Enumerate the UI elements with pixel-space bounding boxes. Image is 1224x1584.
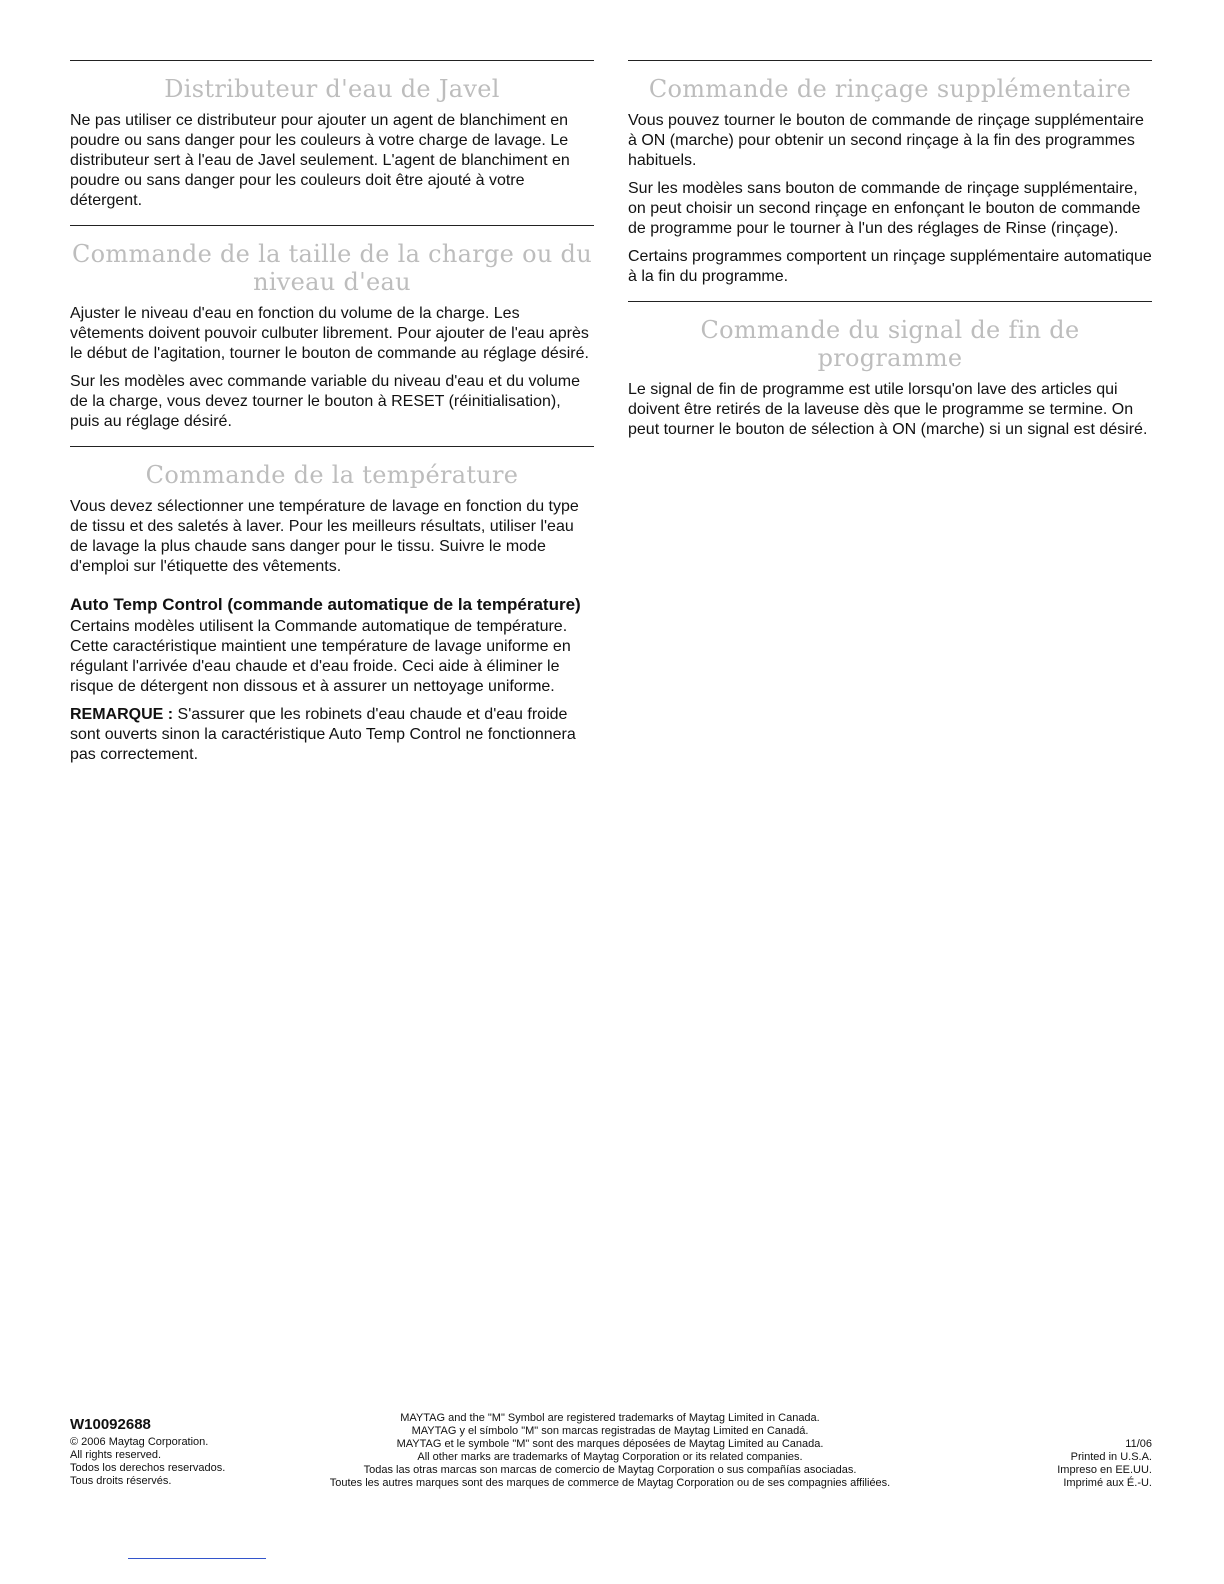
section-bleach-dispenser	[70, 60, 594, 211]
part-number: W10092688	[70, 1416, 151, 1433]
section-title: Commande de la température	[145, 461, 519, 489]
section-load-size-control	[70, 225, 594, 432]
left-column	[70, 60, 594, 779]
footer	[70, 1412, 1152, 1502]
paragraph: Vous devez sélectionner une température de lavage en fonction du type de tissu et des saletés à laver. Pour les meilleurs résultats, utiliser l'eau de lavage la plus chaude sans danger pour le tissu. Suivre le mode d'emploi sur l'étiquette des vêtements.	[70, 498, 579, 575]
paragraph: Le signal de fin de programme est utile lorsqu'on lave des articles qui doivent être retirés de la laveuse dès que le programme se termine. On peut tourner le bouton de sélection à ON (marche) si un signal est désiré.	[628, 381, 1148, 438]
trademark-line: All other marks are trademarks of Maytag Corporation or its related companies.	[417, 1451, 803, 1463]
footer-left	[70, 1412, 300, 1488]
trademark-line: MAYTAG y el símbolo "M" son marcas registradas de Maytag Limited en Canadá.	[411, 1425, 809, 1437]
rights-line: Tous droits réservés.	[70, 1475, 172, 1487]
note-text: S'assurer que les robinets d'eau chaude et d'eau froide sont ouverts sinon la caractéristique Auto Temp Control ne fonctionnera pas correctement.	[70, 706, 576, 763]
printed-line: Impreso en EE.UU.	[1057, 1464, 1152, 1476]
copyright-line: © 2006 Maytag Corporation.	[70, 1436, 209, 1448]
bottom-rule	[128, 1558, 266, 1559]
rights-line: All rights reserved.	[70, 1449, 162, 1461]
section-title: Commande de rinçage supplémentaire	[648, 75, 1132, 103]
trademark-line: MAYTAG et le symbole "M" sont des marques déposées de Maytag Limited au Canada.	[396, 1438, 824, 1450]
section-extra-rinse-control	[628, 60, 1152, 287]
section-title: Commande de la taille de la charge ou du niveau d'eau	[72, 240, 592, 296]
paragraph: Sur les modèles sans bouton de commande de rinçage supplémentaire, on peut choisir un second rinçage en enfonçant le bouton de commande de programme pour le tourner à l'un des réglages de Rinse (rinçage).	[628, 180, 1141, 237]
footer-trademarks	[290, 1412, 930, 1490]
subheading: Auto Temp Control (commande automatique de la température)	[70, 595, 581, 614]
printed-line: Printed in U.S.A.	[1070, 1451, 1152, 1463]
printed-line: Imprimé aux É.-U.	[1063, 1477, 1152, 1489]
footer-right	[992, 1412, 1152, 1490]
trademark-line: Toutes les autres marques sont des marques de commerce de Maytag Corporation ou de ses compagnies affiliées.	[329, 1477, 891, 1489]
trademark-line: MAYTAG and the "M" Symbol are registered trademarks of Maytag Limited in Canada.	[400, 1412, 820, 1424]
paragraph: Certains programmes comportent un rinçage supplémentaire automatique à la fin du programme.	[628, 248, 1152, 285]
paragraph: Vous pouvez tourner le bouton de commande de rinçage supplémentaire à ON (marche) pour obtenir un second rinçage à la fin des programmes habituels.	[628, 112, 1144, 169]
section-title: Commande du signal de fin de programme	[700, 316, 1080, 372]
trademark-line: Todas las otras marcas son marcas de comercio de Maytag Corporation o sus compañías asociadas.	[363, 1464, 857, 1476]
note-label: REMARQUE :	[70, 706, 174, 723]
paragraph: Ne pas utiliser ce distributeur pour ajouter un agent de blanchiment en poudre ou sans danger pour les couleurs à votre charge de lavage. Le distributeur sert à l'eau de Javel seulement. L'agent de blanchiment en poudre ou sans danger pour les couleurs doit être ajouté à votre détergent.	[70, 112, 570, 209]
paragraph: Certains modèles utilisent la Commande automatique de température. Cette caractéristique maintient une température de lavage uniforme en régulant l'arrivée d'eau chaude et d'eau froide. Ceci aide à éliminer le risque de détergent non dissous et à assurer un nettoyage uniforme.	[70, 618, 571, 695]
section-cycle-signal-control	[628, 301, 1152, 440]
rights-line: Todos los derechos reservados.	[70, 1462, 226, 1474]
paragraph: Sur les modèles avec commande variable du niveau d'eau et du volume de la charge, vous devez tourner le bouton à RESET (réinitialisation), puis au réglage désiré.	[70, 373, 581, 430]
section-title: Distributeur d'eau de Javel	[164, 75, 500, 103]
note-paragraph	[70, 705, 594, 765]
paragraph: Ajuster le niveau d'eau en fonction du volume de la charge. Les vêtements doivent pouvoir culbuter librement. Pour ajouter de l'eau après le début de l'agitation, tourner le bouton de commande au réglage désiré.	[70, 305, 589, 362]
section-temperature-control	[70, 446, 594, 765]
right-column	[628, 60, 1152, 454]
print-date: 11/06	[1125, 1438, 1152, 1450]
